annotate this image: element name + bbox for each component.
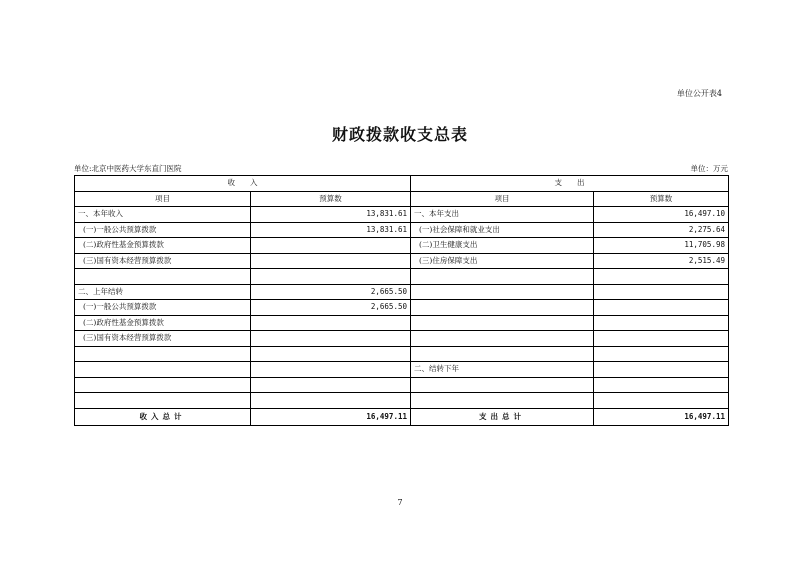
expense-value-cell: 16,497.10 — [594, 207, 729, 223]
income-value-cell — [251, 315, 411, 331]
table-row — [75, 238, 729, 254]
expense-item-cell: (三)住房保障支出 — [411, 253, 594, 269]
expense-item-cell — [411, 269, 594, 285]
table-row — [75, 300, 729, 316]
income-item-cell: 二、上年结转 — [75, 284, 251, 300]
table-body — [75, 207, 729, 409]
expense-item-cell: 一、本年支出 — [411, 207, 594, 223]
table-row — [75, 253, 729, 269]
column-header-row — [75, 191, 729, 207]
currency-unit: 单位：万元 — [690, 164, 728, 173]
expense-item-cell — [411, 315, 594, 331]
table-row — [75, 393, 729, 409]
expense-value-cell — [594, 377, 729, 393]
table-row — [75, 346, 729, 362]
income-value-cell — [251, 331, 411, 347]
income-item-cell: (二)政府性基金预算拨款 — [75, 238, 251, 254]
table-row — [75, 269, 729, 285]
income-item-cell: (三)国有资本经营预算拨款 — [75, 253, 251, 269]
table-row — [75, 222, 729, 238]
expense-value-cell: 2,275.64 — [594, 222, 729, 238]
page-number: 7 — [397, 498, 403, 507]
income-total-value: 16,497.11 — [251, 408, 411, 425]
income-total-label: 收入总计 — [75, 408, 251, 425]
income-value-cell: 13,831.61 — [251, 222, 411, 238]
expense-value-cell — [594, 284, 729, 300]
expense-value-cell — [594, 315, 729, 331]
income-value-cell: 2,665.50 — [251, 284, 411, 300]
expense-item-cell — [411, 346, 594, 362]
table-number-label: 单位公开表4 — [676, 89, 722, 98]
expense-item-cell: (一)社会保障和就业支出 — [411, 222, 594, 238]
table-row — [75, 284, 729, 300]
income-item-cell: (一)一般公共预算拨款 — [75, 222, 251, 238]
income-item-cell: (三)国有资本经营预算拨款 — [75, 331, 251, 347]
expense-total-value: 16,497.11 — [594, 408, 729, 425]
income-item-cell: 一、本年收入 — [75, 207, 251, 223]
income-value-cell — [251, 346, 411, 362]
table-row — [75, 315, 729, 331]
expense-total-label: 支出总计 — [411, 408, 594, 425]
income-value-cell — [251, 362, 411, 378]
income-item-cell — [75, 346, 251, 362]
expense-value-cell: 11,705.98 — [594, 238, 729, 254]
page-title: 财政拨款收支总表 — [331, 125, 468, 144]
income-value-cell — [251, 253, 411, 269]
income-item-cell — [75, 362, 251, 378]
expense-item-cell — [411, 331, 594, 347]
total-row — [75, 408, 729, 425]
income-item-cell: (二)政府性基金预算拨款 — [75, 315, 251, 331]
income-value-cell — [251, 238, 411, 254]
table-row — [75, 377, 729, 393]
expense-item-cell — [411, 393, 594, 409]
table-row — [75, 331, 729, 347]
expense-value-cell — [594, 393, 729, 409]
expense-value-cell — [594, 346, 729, 362]
income-item-cell — [75, 269, 251, 285]
expense-header: 支 出 — [411, 176, 729, 192]
expense-item-header: 项目 — [411, 191, 594, 207]
income-item-cell — [75, 377, 251, 393]
income-value-cell — [251, 269, 411, 285]
income-value-cell: 2,665.50 — [251, 300, 411, 316]
income-value-cell: 13,831.61 — [251, 207, 411, 223]
budget-table — [74, 175, 729, 426]
income-value-cell — [251, 377, 411, 393]
income-header: 收 入 — [75, 176, 411, 192]
income-item-header: 项目 — [75, 191, 251, 207]
expense-item-cell — [411, 284, 594, 300]
expense-value-cell — [594, 331, 729, 347]
expense-item-cell: (二)卫生健康支出 — [411, 238, 594, 254]
income-item-cell — [75, 393, 251, 409]
expense-value-cell — [594, 300, 729, 316]
table-row — [75, 362, 729, 378]
income-budget-header: 预算数 — [251, 191, 411, 207]
expense-value-cell: 2,515.49 — [594, 253, 729, 269]
income-value-cell — [251, 393, 411, 409]
table-row — [75, 207, 729, 223]
unit-name: 单位:北京中医药大学东直门医院 — [74, 164, 182, 173]
section-header-row — [75, 176, 729, 192]
expense-item-cell — [411, 377, 594, 393]
expense-budget-header: 预算数 — [594, 191, 729, 207]
expense-value-cell — [594, 269, 729, 285]
income-item-cell: (一)一般公共预算拨款 — [75, 300, 251, 316]
expense-value-cell — [594, 362, 729, 378]
expense-item-cell — [411, 300, 594, 316]
expense-item-cell: 二、结转下年 — [411, 362, 594, 378]
unit-info — [74, 163, 728, 174]
